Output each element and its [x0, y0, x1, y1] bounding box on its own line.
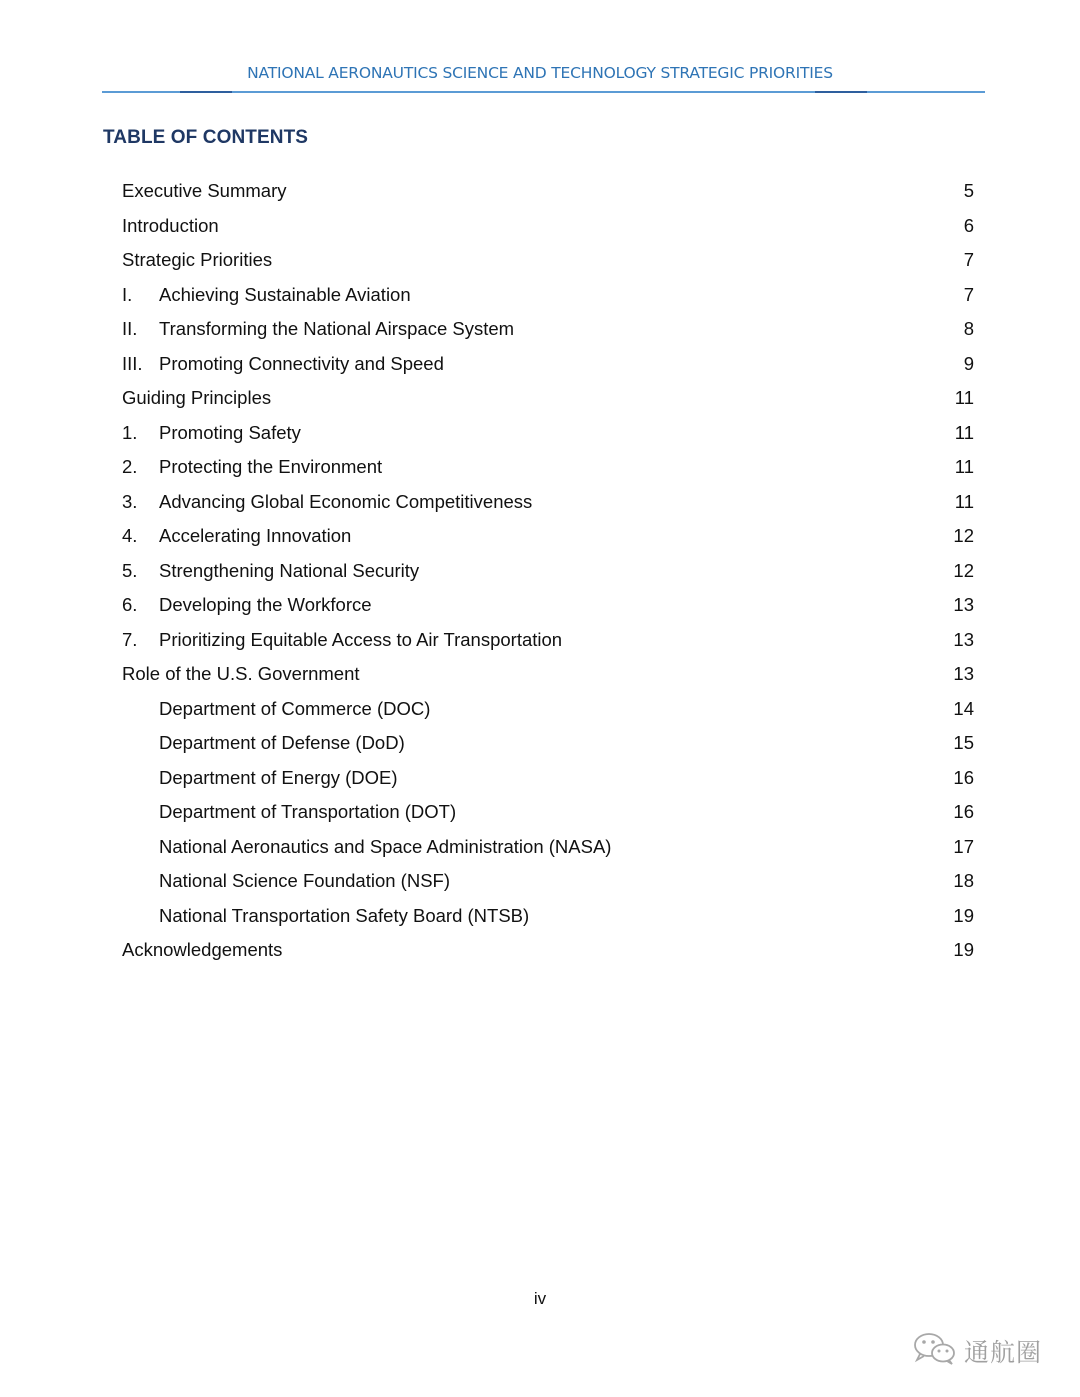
toc-entry-strategic-priorities[interactable] — [122, 243, 974, 278]
toc-entry-title: Protecting the Environment — [159, 456, 383, 477]
toc-entry-title: Advancing Global Economic Competitiveness — [159, 490, 533, 512]
toc-entry-accelerating-innovation[interactable] — [122, 519, 974, 554]
toc-entry-page: 17 — [953, 835, 974, 857]
header-rule-accent — [180, 91, 232, 93]
toc-entry-promoting-safety[interactable] — [122, 416, 974, 451]
toc-entry-ntsb[interactable] — [122, 899, 974, 934]
toc-entry-page: 12 — [953, 559, 974, 581]
toc-entry-role-of-government[interactable] — [122, 657, 974, 692]
toc-entry-page: 19 — [953, 939, 974, 960]
toc-entry-national-security[interactable] — [122, 554, 974, 589]
toc-entry-acknowledgements[interactable] — [122, 933, 974, 968]
toc-entry-page: 12 — [953, 525, 974, 546]
toc-entry-economic-competitiveness[interactable] — [122, 485, 974, 520]
toc-entry-number: 5. — [122, 559, 138, 581]
toc-entry-equitable-access[interactable] — [122, 623, 974, 658]
toc-entry-title: Developing the Workforce — [159, 594, 372, 615]
toc-entry-page: 13 — [953, 594, 974, 615]
toc-entry-page: 16 — [953, 801, 974, 822]
toc-entry-dod[interactable] — [122, 726, 974, 761]
toc-entry-page: 16 — [953, 766, 974, 788]
toc-entry-page: 15 — [953, 732, 974, 753]
toc-entry-page: 7 — [963, 249, 974, 270]
toc-entry-doc[interactable] — [122, 692, 974, 727]
wechat-icon — [912, 1330, 958, 1371]
watermark-text: 通航圈 — [964, 1337, 1043, 1367]
toc-entry-sustainable-aviation[interactable] — [122, 278, 974, 313]
toc-entry-page: 11 — [954, 456, 974, 477]
toc-entry-number: 1. — [122, 421, 138, 443]
toc-entry-title: Guiding Principles — [122, 387, 272, 408]
toc-entry-title: Strategic Priorities — [122, 249, 273, 270]
toc-entry-title: Executive Summary — [122, 180, 287, 201]
toc-entry-number: 3. — [122, 490, 138, 512]
toc-entry-developing-workforce[interactable] — [122, 588, 974, 623]
toc-entry-number: 4. — [122, 525, 138, 546]
toc-entry-nsf[interactable] — [122, 864, 974, 899]
toc-entry-page: 13 — [953, 628, 974, 650]
toc-entry-title: Promoting Safety — [159, 421, 301, 443]
toc-entry-page: 13 — [953, 663, 974, 684]
toc-entry-number: II. — [122, 318, 138, 339]
toc-entry-page: 7 — [963, 283, 974, 305]
page-number: iv — [533, 1289, 547, 1308]
toc-entry-page: 6 — [963, 214, 974, 236]
toc-heading: TABLE OF CONTENTS — [103, 127, 309, 148]
table-of-contents — [122, 174, 974, 968]
toc-entry-page: 5 — [963, 180, 974, 201]
toc-entry-title: Introduction — [122, 214, 219, 236]
toc-entry-number: 2. — [122, 456, 138, 477]
toc-entry-page: 8 — [963, 318, 974, 339]
toc-entry-executive-summary[interactable] — [122, 174, 974, 209]
toc-entry-title: Promoting Connectivity and Speed — [159, 352, 444, 374]
toc-entry-title: Transforming the National Airspace System — [159, 318, 515, 339]
toc-entry-dot[interactable] — [122, 795, 974, 830]
toc-entry-title: Accelerating Innovation — [159, 525, 352, 546]
toc-entry-protecting-environment[interactable] — [122, 450, 974, 485]
toc-entry-page: 11 — [954, 421, 974, 443]
toc-entry-title: National Science Foundation (NSF) — [159, 870, 451, 891]
toc-entry-page: 11 — [954, 387, 974, 408]
toc-entry-title: National Aeronautics and Space Administration (NASA) — [159, 835, 612, 857]
toc-entry-doe[interactable] — [122, 761, 974, 796]
toc-entry-title: National Transportation Safety Board (NTSB) — [159, 904, 530, 926]
toc-entry-number: 7. — [122, 628, 138, 650]
toc-entry-title: Department of Energy (DOE) — [159, 766, 398, 788]
running-header: NATIONAL AERONAUTICS SCIENCE AND TECHNOLOGY STRATEGIC PRIORITIES — [247, 64, 833, 82]
toc-entry-title: Department of Transportation (DOT) — [159, 801, 457, 822]
toc-entry-page: 19 — [953, 904, 974, 926]
toc-entry-connectivity-speed[interactable] — [122, 347, 974, 382]
toc-entry-guiding-principles[interactable] — [122, 381, 974, 416]
toc-entry-title: Role of the U.S. Government — [122, 663, 360, 684]
toc-entry-title: Acknowledgements — [122, 939, 283, 960]
toc-entry-title: Prioritizing Equitable Access to Air Transportation — [159, 628, 563, 650]
toc-entry-title: Department of Commerce (DOC) — [159, 697, 431, 719]
toc-entry-page: 9 — [963, 352, 974, 374]
toc-entry-title: Achieving Sustainable Aviation — [159, 283, 411, 305]
toc-entry-airspace-system[interactable] — [122, 312, 974, 347]
toc-entry-title: Department of Defense (DoD) — [159, 732, 405, 753]
toc-entry-title: Strengthening National Security — [159, 559, 420, 581]
toc-entry-page: 14 — [953, 697, 974, 719]
toc-entry-nasa[interactable] — [122, 830, 974, 865]
toc-entry-number: 6. — [122, 594, 138, 615]
toc-entry-page: 11 — [954, 490, 974, 512]
toc-entry-number: III. — [122, 352, 143, 374]
toc-entry-page: 18 — [953, 870, 974, 891]
watermark — [912, 1330, 1042, 1371]
header-rule-accent — [815, 91, 867, 93]
toc-entry-number: I. — [122, 283, 133, 305]
toc-entry-introduction[interactable] — [122, 209, 974, 244]
